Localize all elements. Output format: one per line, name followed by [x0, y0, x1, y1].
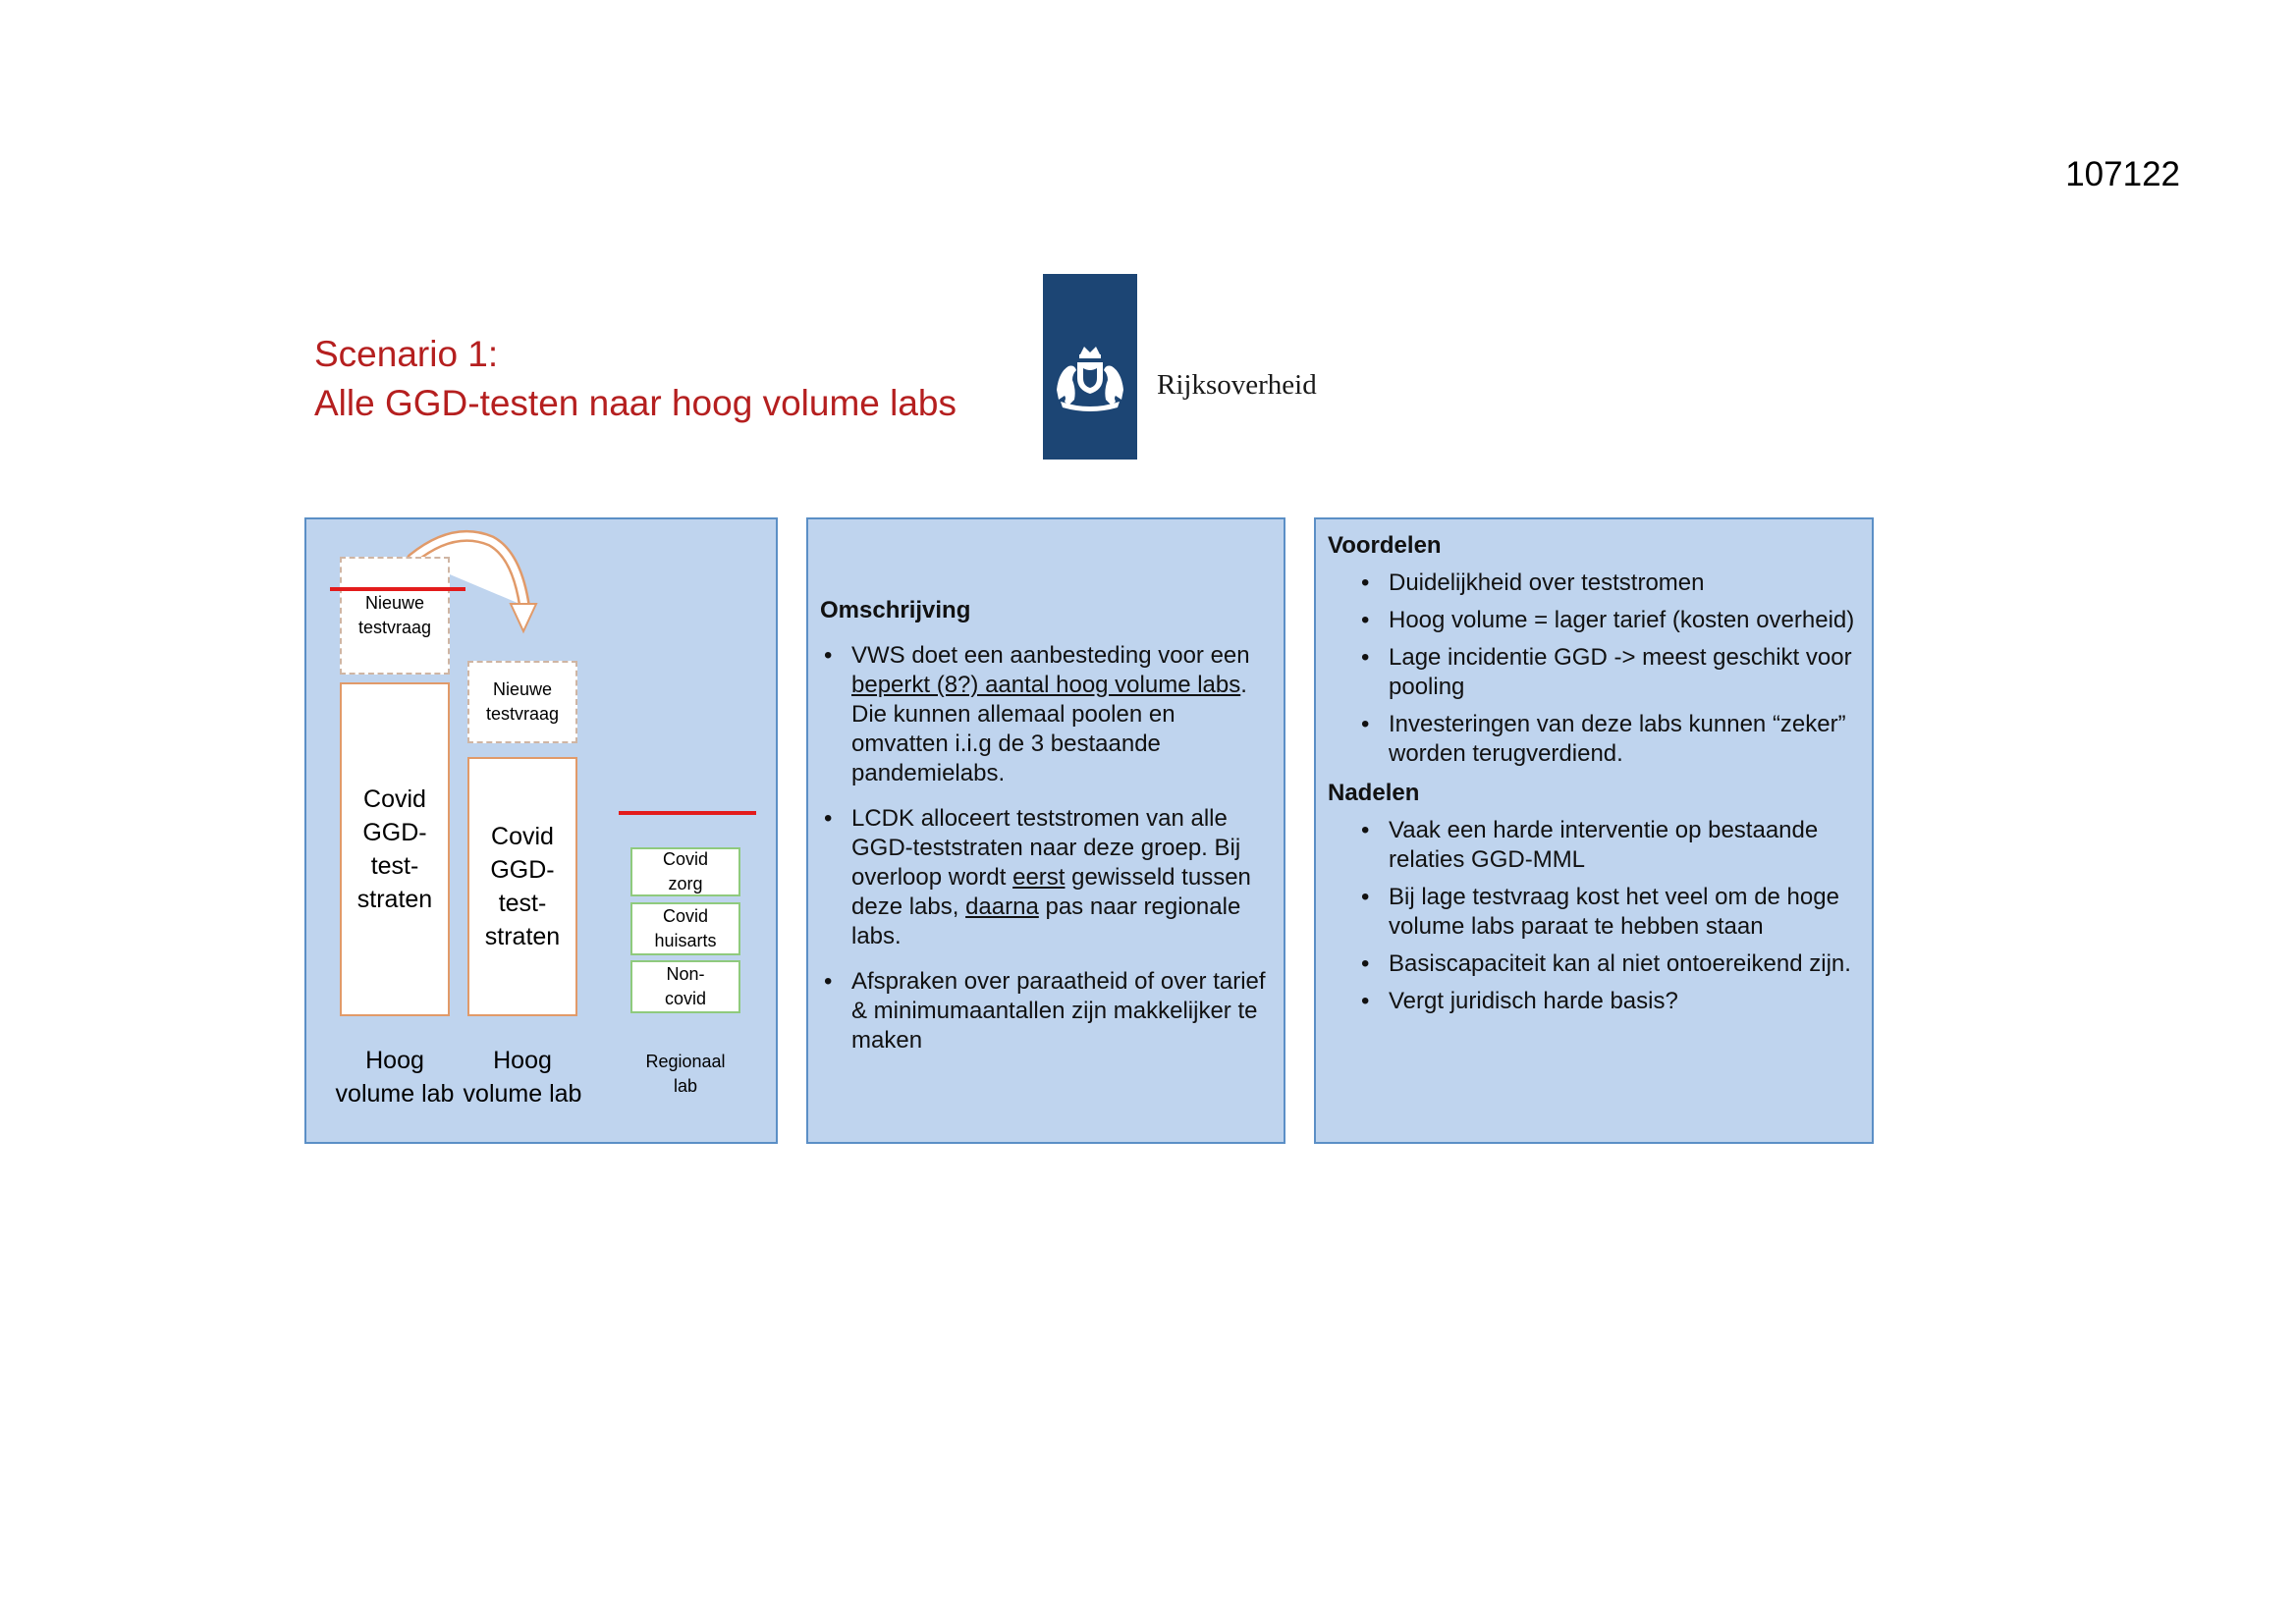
lab-label-3: Regionaal lab [645, 1052, 726, 1096]
covid-box-1 [340, 682, 450, 1016]
pros-heading: Voordelen [1328, 532, 1442, 559]
new-demand-label-2: Nieuwe testvraag [485, 679, 560, 724]
pros-item: • Hoog volume = lager tarief (kosten overheid) [1361, 607, 1855, 633]
underlined-text: eerst [1012, 864, 1066, 891]
cons-list [1328, 816, 1866, 1016]
cons-item: • Vaak een harde interventie op bestaande relaties GGD-MML [1361, 817, 1819, 873]
regional-box-non-covid [630, 960, 740, 1013]
description-item-3: • Afspraken over paraatheid of over tarief & minimumaantallen zijn makkelijker te maken [824, 968, 1266, 1054]
pros-cons-panel [1314, 517, 1874, 1144]
description-panel [806, 517, 1285, 1144]
cons-item: • Vergt juridisch harde basis? [1361, 988, 1678, 1014]
pros-item: • Duidelijkheid over teststromen [1361, 569, 1705, 596]
coat-of-arms-icon [1043, 274, 1137, 460]
regional-box-covid-huisarts [630, 902, 740, 955]
description-item-1: • VWS doet een aanbesteding voor een beperkt (8?) aantal hoog volume labs. Die kunnen allemaal poolen en omvatten i.i.g de 3 bestaande pandemielabs. [824, 642, 1250, 786]
description-item-2: • LCDK alloceert teststromen van alle GGD-teststraten naar deze groep. Bij overloop wordt eerst gewisseld tussen deze labs, daarna pas naar regionale labs. [824, 805, 1251, 949]
regional-box-covid-zorg [630, 847, 740, 896]
page-title [314, 330, 957, 428]
document-number: 107122 [2065, 155, 2180, 193]
capacity-line-1 [330, 587, 465, 591]
description-heading: Omschrijving [820, 597, 971, 623]
pros-item: • Lage incidentie GGD -> meest geschikt voor pooling [1361, 644, 1852, 700]
pros-list [1328, 568, 1866, 769]
capacity-line-2 [619, 811, 756, 815]
new-demand-label-1: Nieuwe testvraag [357, 593, 432, 637]
covid-box-label-2: Covid GGD-test-straten [484, 823, 561, 950]
title-line-1: Scenario 1: [314, 334, 499, 374]
regional-box-label-2: Covid huisarts [654, 906, 717, 950]
covid-box-label-1: Covid GGD-test-straten [356, 785, 433, 913]
regional-box-label-1: Covid zorg [662, 849, 709, 893]
underlined-text: beperkt (8?) aantal hoog volume labs [851, 672, 1241, 698]
rijksoverheid-logo [1043, 274, 1137, 460]
cons-item: • Basiscapaciteit kan al niet ontoereikend zijn. [1361, 950, 1851, 977]
diagram-panel [304, 517, 778, 1144]
description-list [820, 641, 1278, 1056]
cons-heading: Nadelen [1328, 780, 1420, 806]
title-line-2: Alle GGD-testen naar hoog volume labs [314, 383, 957, 423]
covid-box-2 [467, 757, 577, 1016]
regional-box-label-3: Non-covid [664, 964, 707, 1008]
underlined-text: daarna [965, 893, 1039, 920]
new-demand-box-1 [340, 557, 450, 675]
lab-label-2: Hoog volume lab [463, 1047, 582, 1108]
lab-label-1: Hoog volume lab [335, 1047, 455, 1108]
cons-item: • Bij lage testvraag kost het veel om de hoge volume labs paraat te hebben staan [1361, 884, 1839, 940]
pros-item: • Investeringen van deze labs kunnen “zeker” worden terugverdiend. [1361, 711, 1846, 767]
new-demand-box-2 [467, 661, 577, 743]
rijksoverheid-wordmark: Rijksoverheid [1157, 369, 1317, 401]
